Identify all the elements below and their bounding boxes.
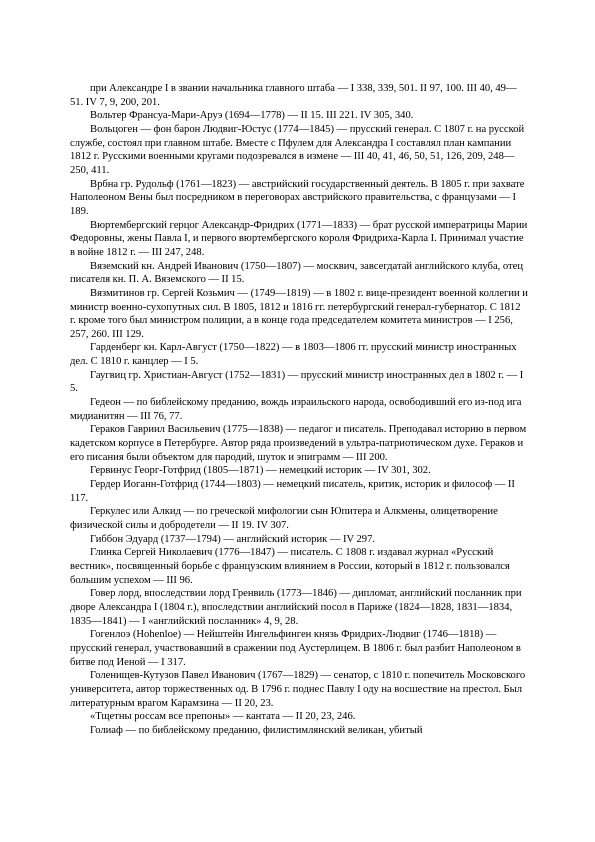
- index-entry: Гедеон — по библейскому преданию, вождь израильского народа, освободивший его из-под ига мидианитян — III 76, 77.: [70, 397, 522, 422]
- index-entry: при Александре I в звании начальника главного штаба — I 338, 339, 501. II 97, 100. III 40, 49—51. IV 7, 9, 200, 201.: [70, 83, 517, 108]
- index-entry: Гарденберг кн. Карл-Август (1750—1822) — в 1803—1806 гг. прусский министр иностранных дел. С 1810 г. канцлер — I 5.: [70, 342, 517, 368]
- index-entry: Голиаф — по библейскому преданию, филистимлянский великан, убитый: [90, 724, 423, 736]
- index-entry: Гаугвиц гр. Христиан-Август (1752—1831) — прусский министр иностранных дел в 1802 г. — I 5.: [70, 369, 524, 395]
- index-entry: Гиббон Эдуард (1737—1794) — английский историк — IV 297.: [90, 533, 376, 545]
- index-entry: Вюртембергский герцог Александр-Фридрих (1771—1833) — брат русской императрицы Марии Федоровны, жены Павла I, и первого вюртембергского короля Фридриха-Карла I. Принимал участие в войне 1812 г. — III 247, 248.: [70, 219, 528, 258]
- index-entry: Вязмитинов гр. Сергей Козьмич — (1749—1819) — в 1802 г. вице-президент военной коллегии и министр военно-сухопутных сил. В 1805, 1812 и 1816 гг. петербургский генерал-губернатор. С 1812 г. кроме того был министром полиции, а в конце года председателем комитета министров — I 256, 257, 260. III 129.: [70, 287, 528, 340]
- index-entry: Вяземский кн. Андрей Иванович (1750—1807) — москвич, завсегдатай английского клуба, отец писателя кн. П. А. Вяземского — II 15.: [70, 260, 524, 286]
- index-entry: Вольцоген — фон барон Людвиг-Юстус (1774—1845) — прусский генерал. С 1807 г. на русской службе, состоял при главном штабе. Вместе с Пфулем для Александра I составлял план кампании 1812 г. Русскими военными кругами подозревался в измене — III 40, 41, 46, 50, 51, 126, 209, 248—250, 411.: [70, 123, 525, 176]
- index-entry: Гервинус Георг-Готфрид (1805—1871) — немецкий историк — IV 301, 302.: [90, 465, 431, 477]
- index-entry: Геркулес или Алкид — по греческой мифологии сын Юпитера и Алкмены, олицетворение физической силы и добродетели — II 19. IV 307.: [70, 506, 498, 531]
- index-entry: Врбна гр. Рудольф (1761—1823) — австрийский государственный деятель. В 1805 г. при захвате Наполеоном Вены был посредником в переговорах австрийского правительства, с французами — I 189.: [70, 178, 525, 217]
- index-entry: Гераков Гавриил Васильевич (1775—1838) — педагог и писатель. Преподавал историю в первом кадетском корпусе в Петербурге. Автор ряда произведений в ультра-патриотическом духе. Гераков и его писания были объектом для пародий, шуток и эпиграмм — III 200.: [70, 424, 527, 463]
- index-entry: Глинка Сергей Николаевич (1776—1847) — писатель. С 1808 г. издавал журнал «Русский вестник», посвященный борьбе с французским влиянием в России, который в 1812 г. пользовался большим успехом — III 96.: [70, 547, 510, 586]
- index-entry: Говер лорд, впоследствии лорд Гренвиль (1773—1846) — дипломат, английский посланник при дворе Александра I (1804 г.), впоследствии английский посол в Париже (1824—1828, 1831—1834, 1835—1841) — I «английский посланник» 4, 9, 28.: [70, 588, 522, 627]
- index-entry: «Тщетны россам все препоны» — кантата — II 20, 23, 246.: [90, 711, 356, 723]
- index-entry: Голенищев-Кутузов Павел Иванович (1767—1829) — сенатор, с 1810 г. попечитель Московского университета, автор торжественных од. В 1796 г. поднес Павлу I оду на восшествие на престол. Был литературным врагом Карамзина — II 20, 23.: [70, 670, 526, 709]
- index-page: [70, 82, 528, 738]
- index-entry: Гогенлоэ (Hohenloe) — Нейштейн Ингельфинген князь Фридрих-Людвиг (1746—1818) — прусский генерал, участвовавший в сражении под Аустерлицем. В 1806 г. был разбит Наполеоном в битве под Иеной — I 317.: [70, 629, 521, 668]
- index-entry: Вольтер Франсуа-Мари-Аруэ (1694—1778) — II 15. III 221. IV 305, 340.: [90, 110, 414, 122]
- index-entry: Гердер Иоганн-Готфрид (1744—1803) — немецкий писатель, критик, историк и философ — II 117.: [70, 479, 515, 504]
